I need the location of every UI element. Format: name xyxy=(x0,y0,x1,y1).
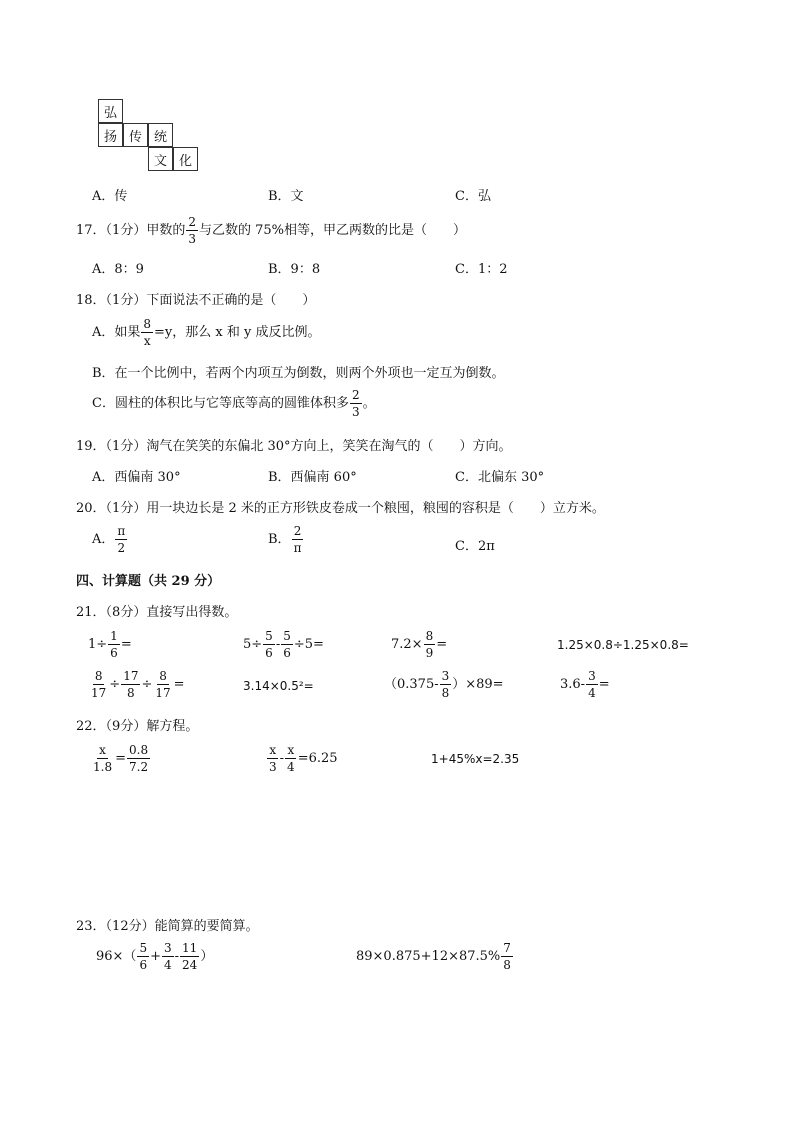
q23-stem: 23．（12分）能简算的要简算。 xyxy=(76,919,259,934)
fraction: $\frac{3}{8}$ xyxy=(441,669,450,700)
q21-expr-8: 3.6- $\frac{3}{4}$ = xyxy=(560,669,610,700)
q19-option-c[interactable]: C．北偏东 30° xyxy=(455,470,545,485)
q18-option-b[interactable]: B．在一个比例中，若两个内项互为倒数，则两个外项也一定互为倒数。 xyxy=(92,366,505,381)
fraction: $\frac{11}{24}$ xyxy=(182,941,198,972)
fraction: $\frac{2}{\pi}$ xyxy=(293,524,302,555)
grid-cell: 传 xyxy=(123,123,148,147)
q21-expr-1: 1÷ $\frac{1}{6}$ = xyxy=(88,629,132,660)
fraction: $\frac{8}{9}$ xyxy=(425,629,434,660)
fraction: $\frac{2}{3}$ xyxy=(351,388,360,419)
q22-equation-3: 1+45%x=2.35 xyxy=(431,752,520,766)
q19-option-a[interactable]: A．西偏南 30° xyxy=(92,470,181,485)
q16-option-b[interactable]: B．文 xyxy=(268,189,304,204)
grid-cell: 弘 xyxy=(98,99,123,123)
q18-stem: 18．（1分）下面说法不正确的是（ ） xyxy=(76,293,316,308)
fraction: $\frac{8}{17}$ xyxy=(155,669,171,700)
grid-cell: 扬 xyxy=(98,123,123,147)
q20-option-a[interactable]: A． $\frac{\pi}{2}$ xyxy=(92,524,126,555)
q21-expr-3: 7.2× $\frac{8}{9}$ = xyxy=(391,629,448,660)
q16-option-c[interactable]: C．弘 xyxy=(455,189,491,204)
q18-option-c[interactable]: C．圆柱的体积比与它等底等高的圆锥体积多 $\frac{2}{3}$ 。 xyxy=(92,388,376,419)
q22-equation-2: $\frac{x}{3}$ - $\frac{x}{4}$ =6.25 xyxy=(269,743,338,774)
fraction: $\frac{3}{4}$ xyxy=(588,669,596,700)
grid-cell: 化 xyxy=(173,147,198,171)
fraction: $\frac{x}{4}$ xyxy=(287,743,295,774)
q21-expr-5: $\frac{8}{17}$ ÷ $\frac{17}{8}$ ÷ $\frac{8}{17}$ = xyxy=(91,669,185,700)
q19-option-b[interactable]: B．西偏南 60° xyxy=(268,470,357,485)
q23-expr-2: 89×0.875+12×87.5% $\frac{7}{8}$ xyxy=(356,941,511,972)
grid-cell: 统 xyxy=(148,123,173,147)
fraction: $\frac{x}{1.8}$ xyxy=(93,743,113,774)
section-heading: 四、计算题（共 29 分） xyxy=(76,574,221,589)
fraction: $\frac{7}{8}$ xyxy=(503,941,511,972)
q19-stem: 19．（1分）淘气在笑笑的东偏北 30°方向上，笑笑在淘气的（ ）方向。 xyxy=(76,439,512,454)
q21-stem: 21．（8分）直接写出得数。 xyxy=(76,605,238,620)
q17-option-c[interactable]: C．1：2 xyxy=(455,262,508,277)
fraction: $\frac{1}{6}$ xyxy=(110,629,118,660)
q20-option-c[interactable]: C．2π xyxy=(455,539,495,554)
q18-option-a[interactable]: A．如果 $\frac{8}{x}$ =y，那么 x 和 y 成反比例。 xyxy=(92,317,321,348)
q17-option-b[interactable]: B．9：8 xyxy=(268,262,321,277)
fraction: $\frac{\pi}{2}$ xyxy=(117,524,126,555)
fraction: $\frac{x}{3}$ xyxy=(269,743,277,774)
q21-expr-7: （0.375- $\frac{3}{8}$ ）×89= xyxy=(384,669,504,700)
q20-option-b[interactable]: B． $\frac{2}{\pi}$ xyxy=(268,524,302,555)
q23-expr-1: 96×（ $\frac{5}{6}$ + $\frac{3}{4}$ - $\frac{11}{24}$ ） xyxy=(96,941,214,972)
fraction: $\frac{2}{3}$ xyxy=(188,215,196,246)
fraction: $\frac{8}{x}$ xyxy=(143,317,152,348)
q21-expr-6: 3.14×0.5²= xyxy=(243,679,314,693)
q22-equation-1: $\frac{x}{1.8}$ = $\frac{0.8}{7.2}$ xyxy=(93,743,149,774)
q17-stem: 17．（1分）甲数的 $\frac{2}{3}$ 与乙数的 75%相等，甲乙两数的比是（ ） xyxy=(76,215,466,246)
fraction: $\frac{5}{6}$ xyxy=(283,629,291,660)
q20-stem: 20．（1分）用一块边长是 2 米的正方形铁皮卷成一个粮囤，粮囤的容积是（ ）立方米。 xyxy=(76,501,605,516)
q16-option-a[interactable]: A．传 xyxy=(92,189,128,204)
fraction: $\frac{5}{6}$ xyxy=(139,941,148,972)
fraction: $\frac{3}{4}$ xyxy=(163,941,172,972)
q21-expr-2: 5÷ $\frac{5}{6}$ - $\frac{5}{6}$ ÷5= xyxy=(243,629,324,660)
q21-expr-4: 1.25×0.8÷1.25×0.8= xyxy=(557,638,689,652)
fraction: $\frac{0.8}{7.2}$ xyxy=(129,743,149,774)
fraction: $\frac{17}{8}$ xyxy=(123,669,139,700)
q17-option-a[interactable]: A．8：9 xyxy=(92,262,144,277)
q22-stem: 22．（9分）解方程。 xyxy=(76,719,199,734)
grid-cell: 文 xyxy=(148,147,173,171)
fraction: $\frac{8}{17}$ xyxy=(91,669,107,700)
fraction: $\frac{5}{6}$ xyxy=(265,629,273,660)
